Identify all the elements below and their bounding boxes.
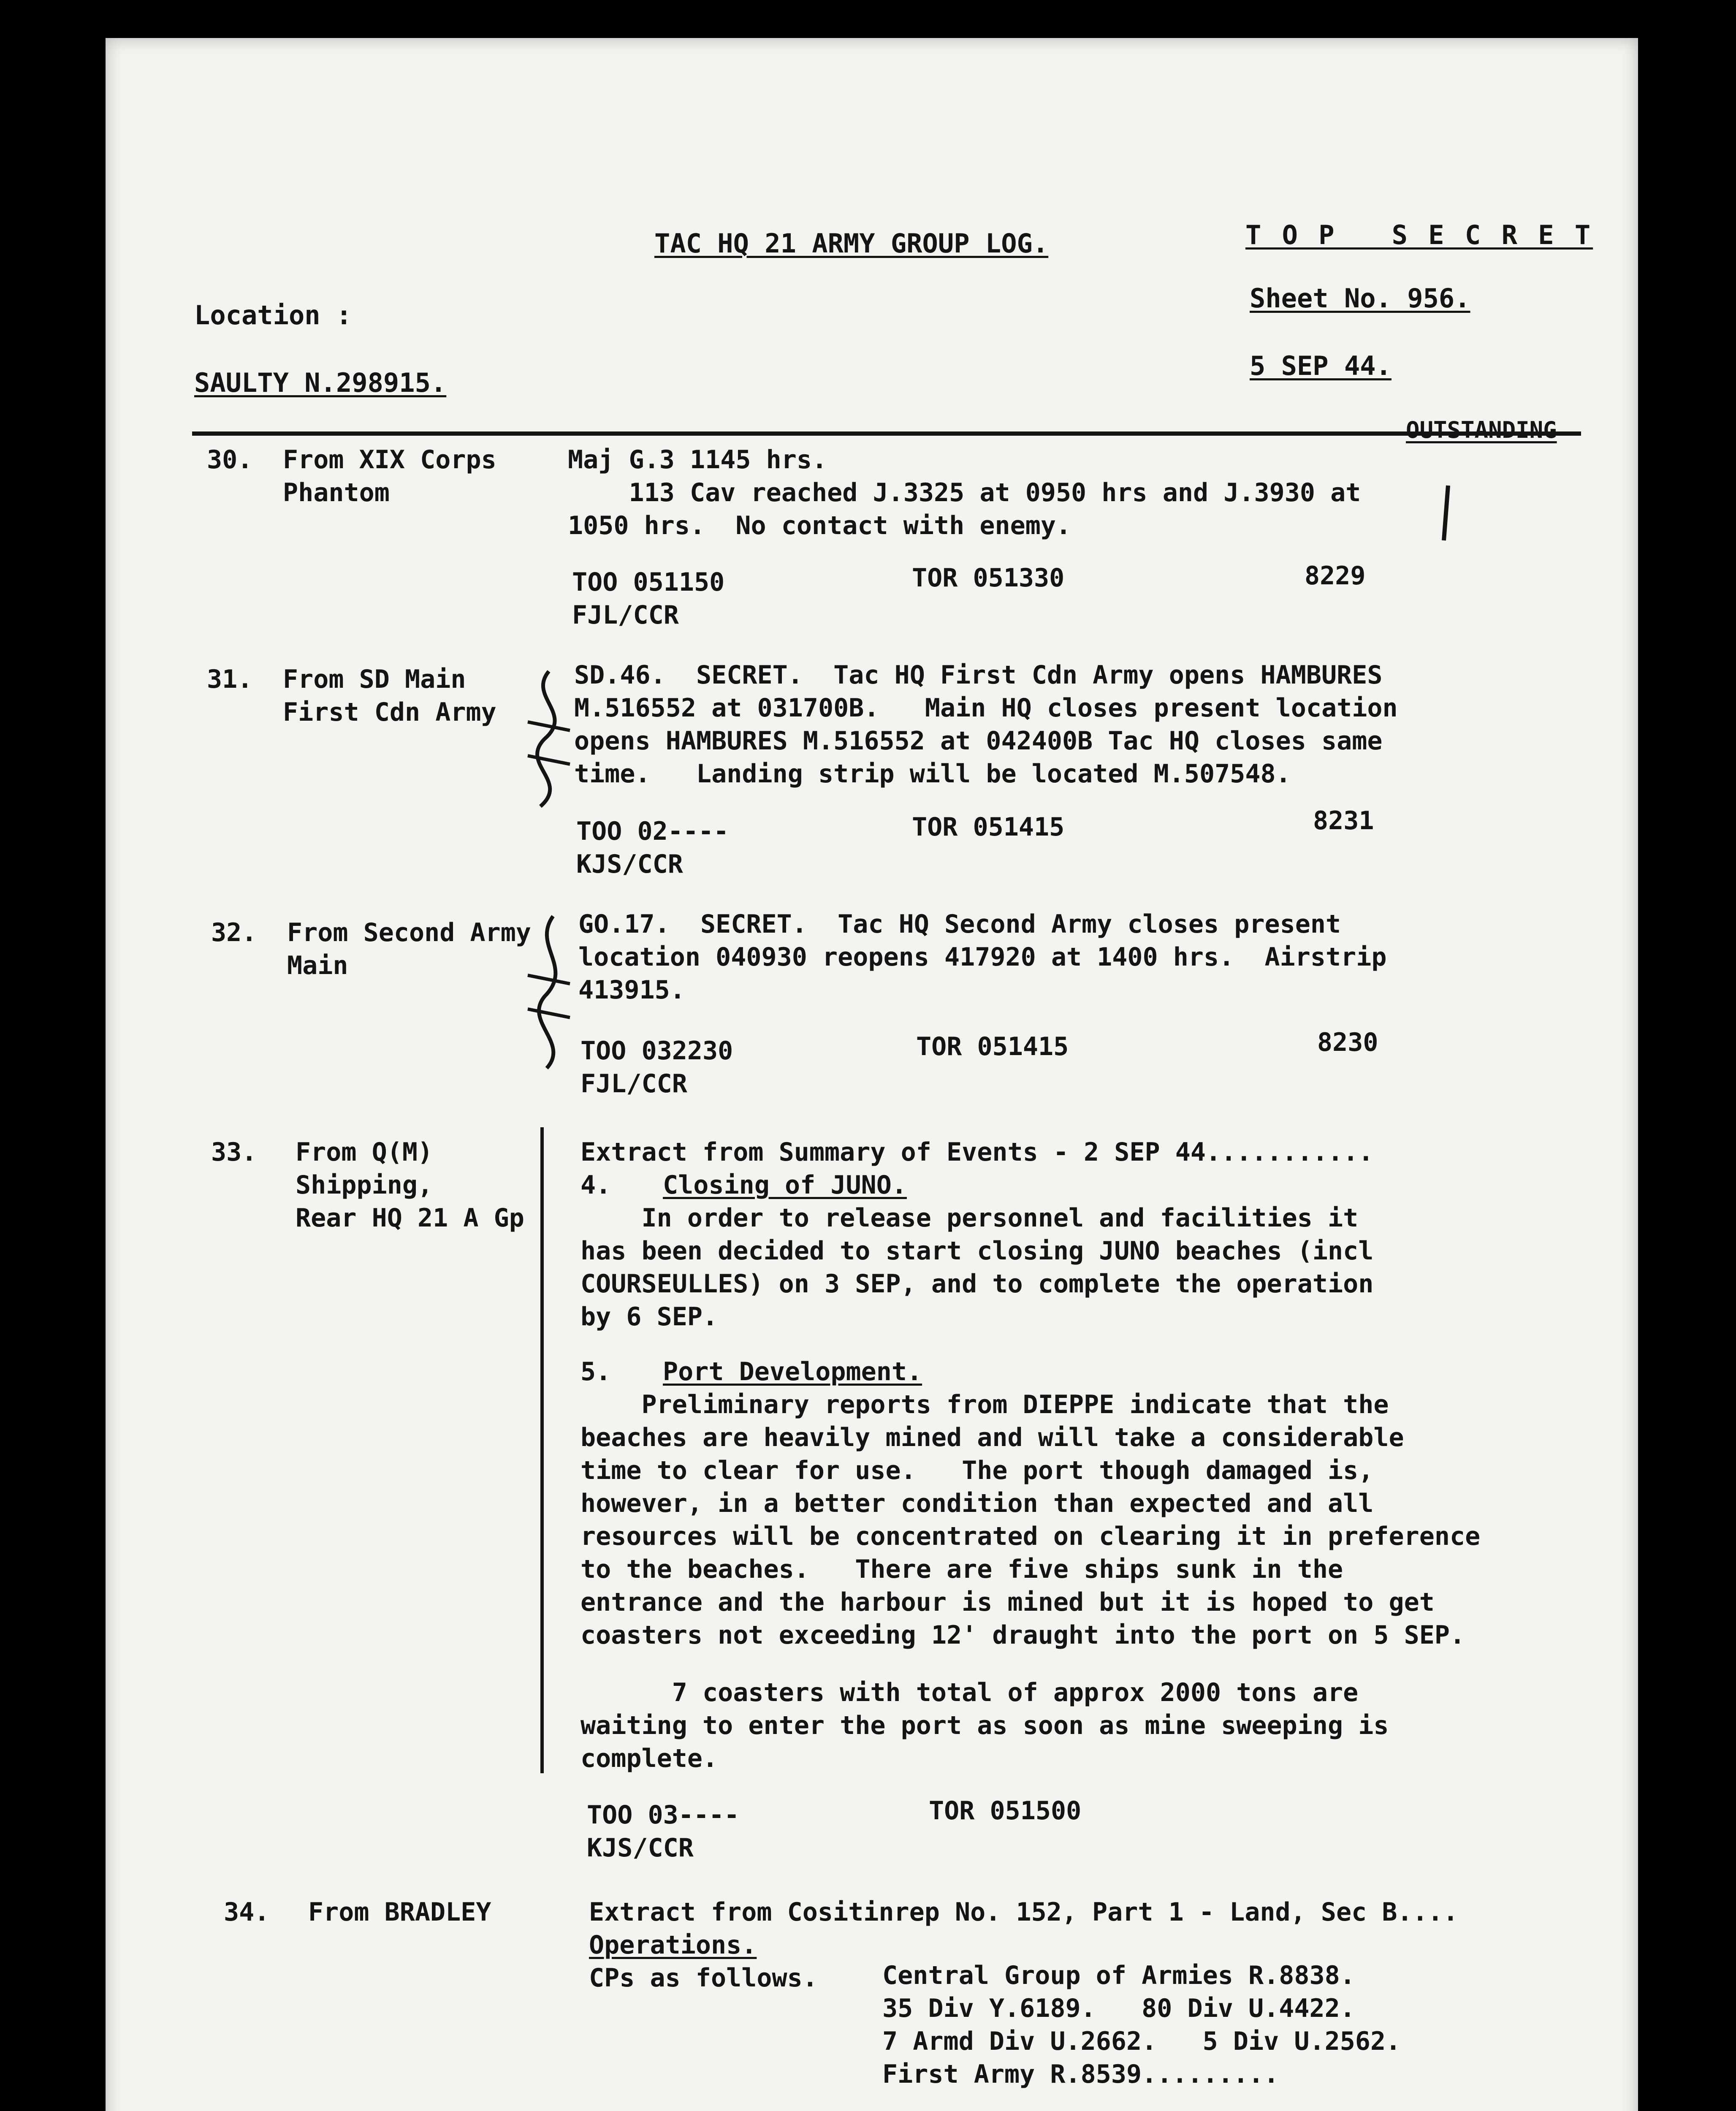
entry-text-line: In order to release personnel and facilities it bbox=[580, 1203, 1359, 1233]
entry-text-line: Maj G.3 1145 hrs. bbox=[568, 445, 827, 475]
entry-number: 32. bbox=[211, 918, 257, 947]
entry-from: From XIX Corps bbox=[283, 445, 496, 475]
command-post-line: First Army R.8539......... bbox=[882, 2059, 1279, 2089]
entry-text-line: by 6 SEP. bbox=[580, 1302, 718, 1332]
operator-initials: KJS/CCR bbox=[587, 1833, 694, 1863]
classification: T O P S E C R E T bbox=[1245, 220, 1593, 250]
entry-intro: Extract from Cositinrep No. 152, Part 1 - Land, Sec B.... bbox=[589, 1897, 1459, 1927]
entry-text-line: time. Landing strip will be located M.507548. bbox=[574, 759, 1291, 789]
entry-text-line: time to clear for use. The port though damaged is, bbox=[580, 1456, 1374, 1485]
serial-number: 8229 bbox=[1305, 561, 1366, 591]
time-of-origin: TOO 03---- bbox=[587, 1800, 740, 1830]
serial-number: 8231 bbox=[1313, 806, 1374, 836]
location-label: Location : bbox=[194, 300, 352, 331]
log-title: TAC HQ 21 ARMY GROUP LOG. bbox=[654, 228, 1049, 259]
section-title: Port Development. bbox=[663, 1357, 922, 1387]
entry-text-line: M.516552 at 031700B. Main HQ closes present location bbox=[574, 693, 1398, 723]
document-page bbox=[106, 38, 1638, 2111]
section-number: 5. bbox=[580, 1357, 611, 1387]
time-of-receipt: TOR 051415 bbox=[916, 1032, 1069, 1061]
entry-from: From Second Army bbox=[287, 918, 531, 947]
entry-number: 33. bbox=[211, 1137, 257, 1167]
operator-initials: FJL/CCR bbox=[580, 1069, 687, 1099]
serial-number: 8230 bbox=[1317, 1028, 1378, 1057]
entry-number: 30. bbox=[207, 445, 253, 475]
entry-text-line: Preliminary reports from DIEPPE indicate that the bbox=[580, 1390, 1389, 1419]
command-post-line: 7 Armd Div U.2662. 5 Div U.2562. bbox=[882, 2027, 1401, 2056]
entry-text-line: location 040930 reopens 417920 at 1400 hrs. Airstrip bbox=[578, 942, 1387, 972]
entry-text-line: opens HAMBURES M.516552 at 042400B Tac HQ closes same bbox=[574, 726, 1383, 756]
entry-from: From Q(M) bbox=[296, 1137, 433, 1167]
entry-text-line: has been decided to start closing JUNO beaches (incl bbox=[580, 1236, 1374, 1266]
entry-from: Rear HQ 21 A Gp bbox=[296, 1203, 524, 1233]
sheet-number: Sheet No. 956. bbox=[1250, 283, 1470, 314]
time-of-origin: TOO 02---- bbox=[576, 817, 729, 846]
time-of-receipt: TOR 051415 bbox=[912, 812, 1065, 842]
entry-from: From BRADLEY bbox=[308, 1897, 491, 1927]
entry-text-line: resources will be concentrated on clearing it in preference bbox=[580, 1522, 1481, 1551]
entry-text-line: GO.17. SECRET. Tac HQ Second Army closes present bbox=[578, 909, 1341, 939]
section-title: Operations. bbox=[589, 1930, 757, 1960]
entry-text-line: entrance and the harbour is mined but it is hoped to get bbox=[580, 1587, 1435, 1617]
log-date: 5 SEP 44. bbox=[1250, 350, 1392, 381]
operator-initials: KJS/CCR bbox=[576, 849, 683, 879]
entry-text-line: waiting to enter the port as soon as mine sweeping is bbox=[580, 1711, 1389, 1740]
time-of-origin: TOO 051150 bbox=[572, 567, 725, 597]
entry-from: Main bbox=[287, 951, 348, 980]
entry-number: 34. bbox=[224, 1897, 270, 1927]
entry-from: From SD Main bbox=[283, 665, 466, 694]
entry-intro: Extract from Summary of Events - 2 SEP 44........... bbox=[580, 1137, 1374, 1167]
time-of-origin: TOO 032230 bbox=[580, 1036, 733, 1066]
handwritten-marks bbox=[106, 38, 1638, 2111]
time-of-receipt: TOR 051330 bbox=[912, 563, 1065, 593]
entry-text-line: coasters not exceeding 12' draught into the port on 5 SEP. bbox=[580, 1620, 1465, 1650]
entry-text-line: complete. bbox=[580, 1744, 718, 1773]
entry-text-line: CPs as follows. bbox=[589, 1963, 818, 1993]
command-post-line: 35 Div Y.6189. 80 Div U.4422. bbox=[882, 1994, 1355, 2023]
entry-text-line: 1050 hrs. No contact with enemy. bbox=[568, 511, 1071, 540]
entry-text-line: 413915. bbox=[578, 975, 685, 1005]
entry-text-line: 7 coasters with total of approx 2000 tons are bbox=[580, 1678, 1359, 1707]
entry-text-line: to the beaches. There are five ships sunk in the bbox=[580, 1555, 1343, 1584]
time-of-receipt: TOR 051500 bbox=[929, 1796, 1082, 1826]
entry-number: 31. bbox=[207, 665, 253, 694]
entry-from: Phantom bbox=[283, 478, 390, 507]
entry-text-line: 113 Cav reached J.3325 at 0950 hrs and J.3930 at bbox=[568, 478, 1361, 507]
command-post-line: Central Group of Armies R.8838. bbox=[882, 1961, 1355, 1990]
location-value: SAULTY N.298915. bbox=[194, 367, 447, 398]
entry-from: First Cdn Army bbox=[283, 697, 496, 727]
section-title: Closing of JUNO. bbox=[663, 1170, 907, 1200]
entry-text-line: SD.46. SECRET. Tac HQ First Cdn Army opens HAMBURES bbox=[574, 660, 1383, 690]
operator-initials: FJL/CCR bbox=[572, 600, 679, 630]
entry-text-line: beaches are heavily mined and will take a considerable bbox=[580, 1423, 1404, 1452]
outstanding-label: OUTSTANDING bbox=[1406, 417, 1557, 443]
entry-text-line: COURSEULLES) on 3 SEP, and to complete the operation bbox=[580, 1269, 1374, 1299]
section-number: 4. bbox=[580, 1170, 611, 1200]
entry-from: Shipping, bbox=[296, 1170, 433, 1200]
entry-text-line: however, in a better condition than expected and all bbox=[580, 1489, 1374, 1518]
